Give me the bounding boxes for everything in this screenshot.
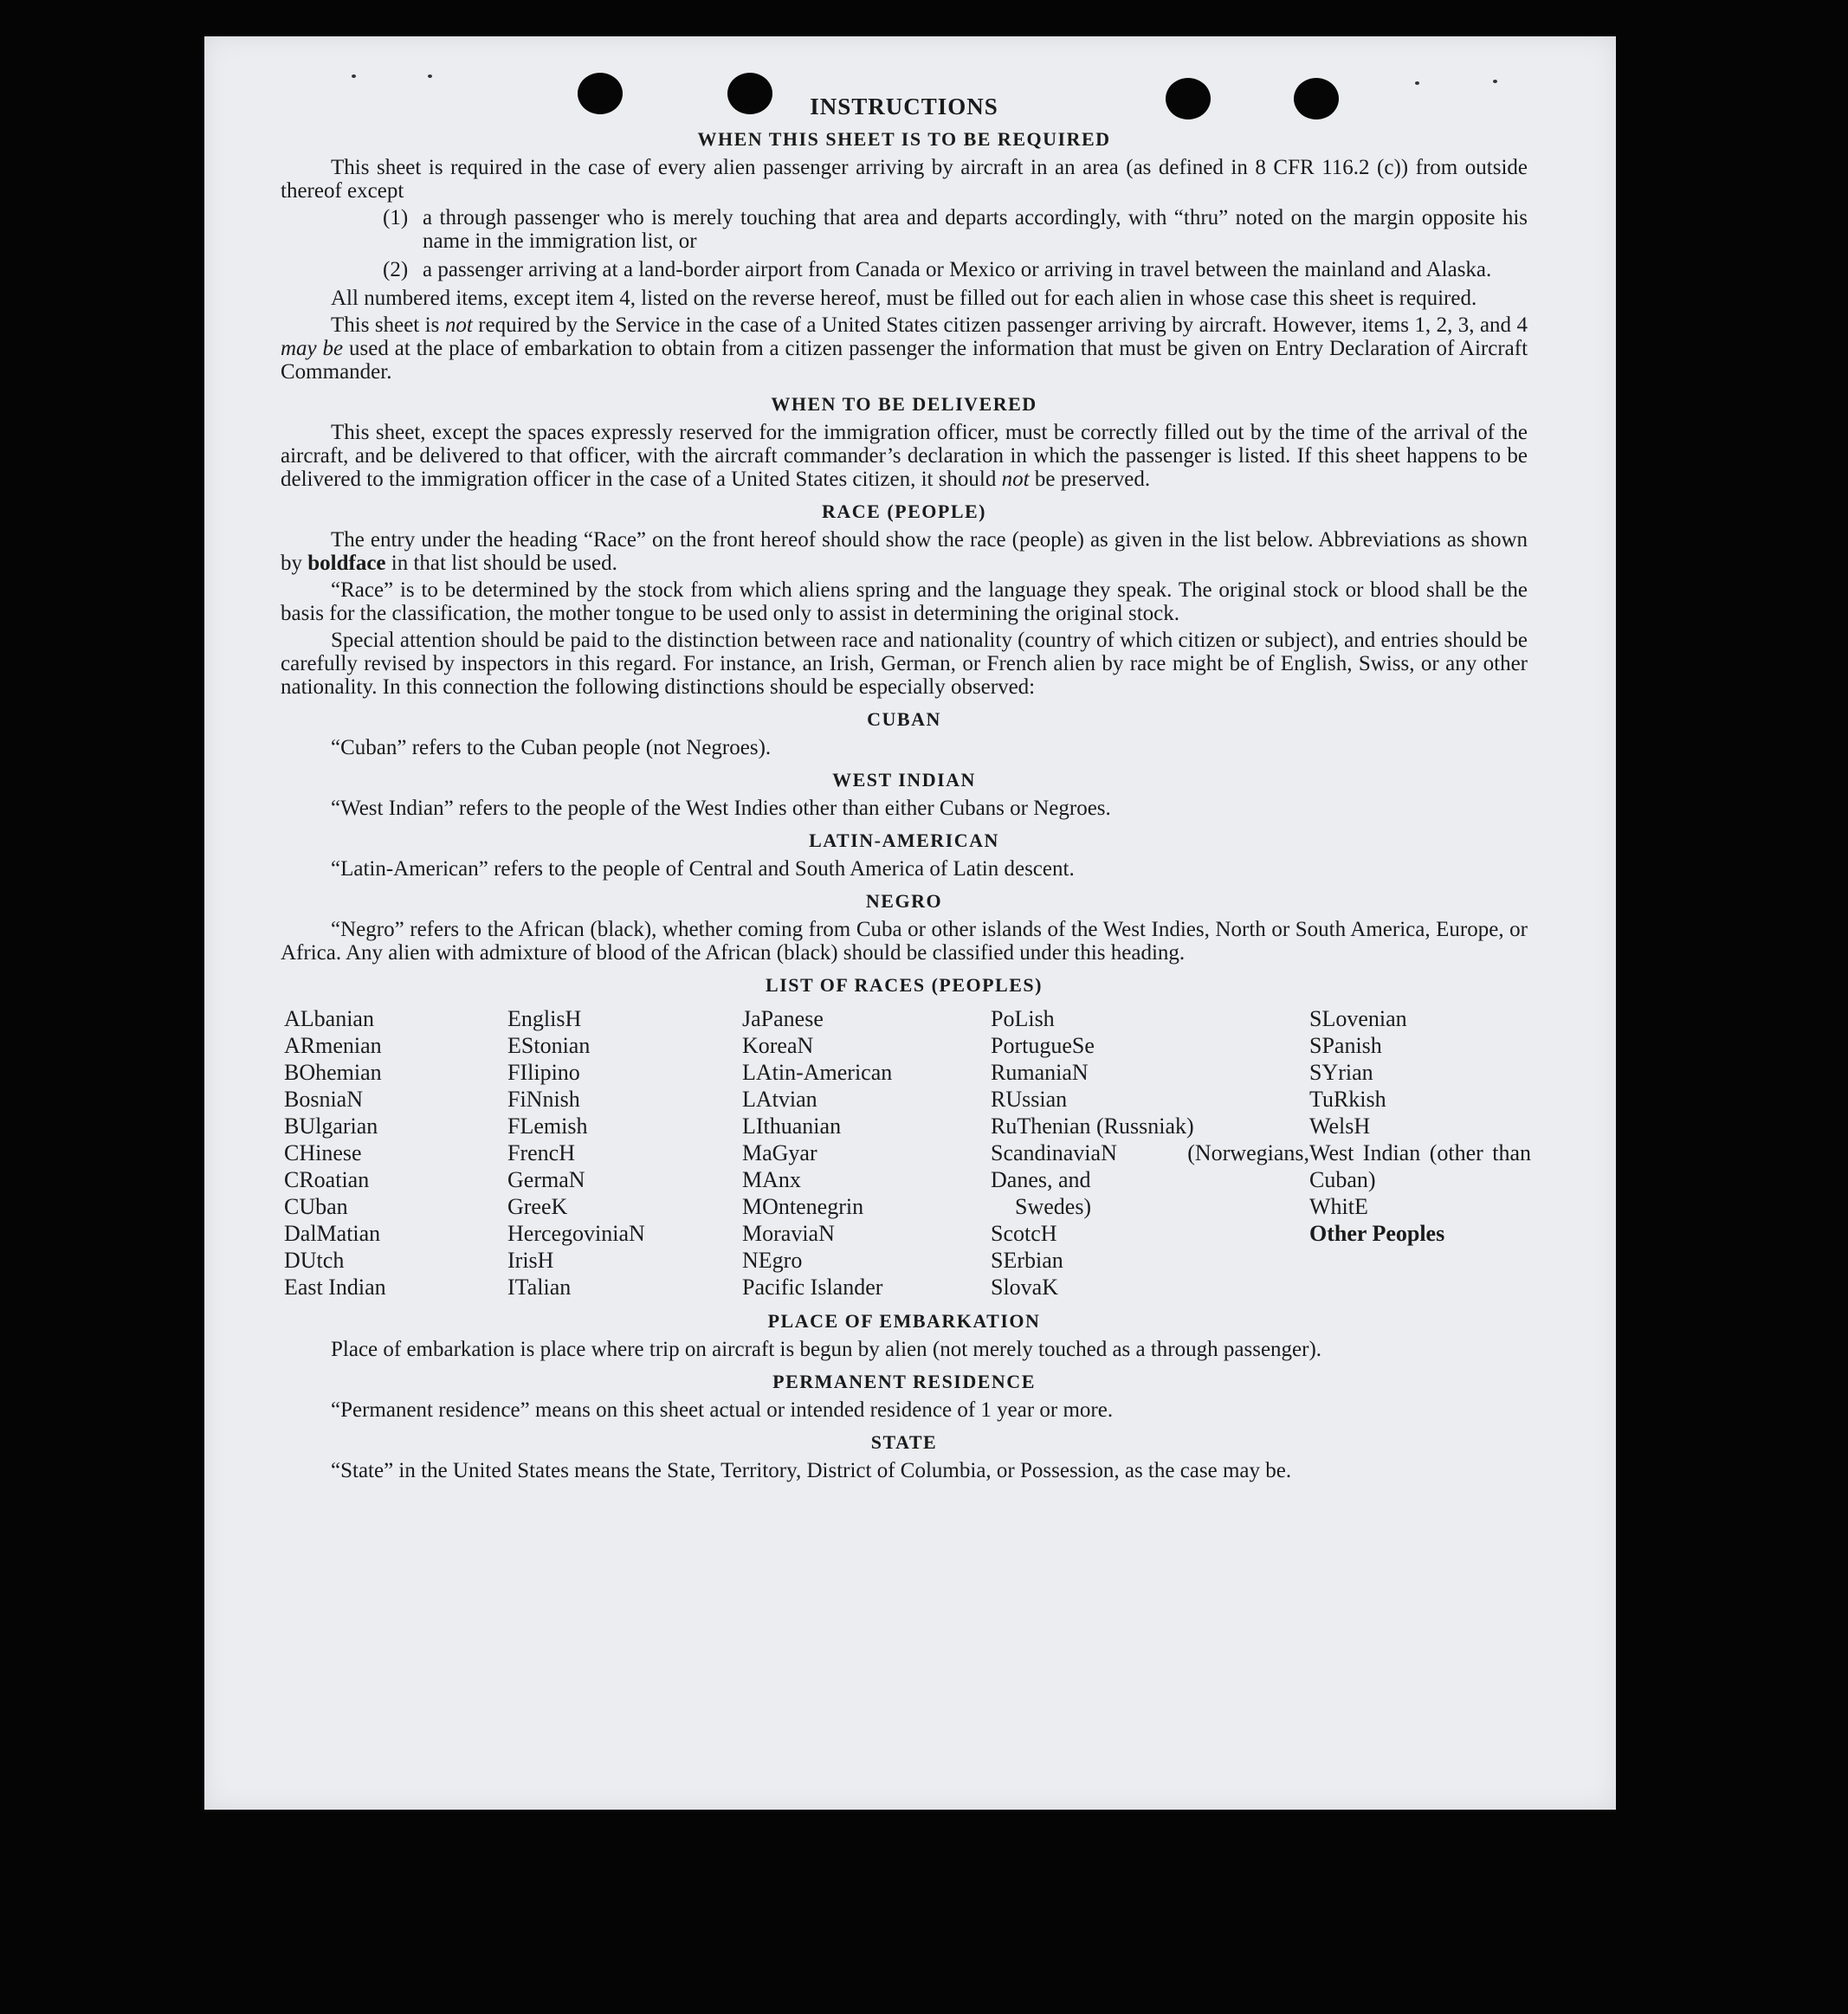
section-heading: NEGRO [865,890,943,912]
races-column: ALbanian ARmenian BOhemian BosniaN BUlgarian CHinese CRoatian CUban DalMatian DUtch East Indian [284,1006,386,1300]
list-item: (1) a through passenger who is merely touching that area and departs accordingly, with “thru” noted on the margin opposite his name in the immigration list, or [383,206,1528,253]
section-heading: LATIN-AMERICAN [809,829,999,851]
section-heading: PERMANENT RESIDENCE [772,1371,1036,1392]
races-column: EnglisH EStonian FIlipino FiNnish FLemish FrencH GermaN GreeK HercegoviniaN IrisH ITalian [507,1006,645,1300]
section-heading: LIST OF RACES (PEOPLES) [766,974,1043,996]
paragraph: The entry under the heading “Race” on the front hereof should show the race (people) as given in the list below. Abbreviations as shown by boldface in that list should be used. [281,528,1528,575]
paragraph: “Race” is to be determined by the stock from which aliens spring and the language they speak. The original stock or blood shall be the basis for the classification, the mother tongue to be used only to assist in determining the original stock. [281,578,1528,625]
section-heading: WHEN THIS SHEET IS TO BE REQUIRED [697,128,1111,150]
paragraph: This sheet is required in the case of every alien passenger arriving by aircraft in an area (as defined in 8 CFR 116.2 (c)) from outside thereof except [281,156,1528,203]
races-column: SLovenian SPanish SYrian TuRkish WelsH West Indian (other than Cuban) WhitE Other Peoples [1309,1006,1531,1246]
paragraph: “State” in the United States means the State, Territory, District of Columbia, or Possession, as the case may be. [331,1459,1292,1482]
speck [352,74,356,78]
document-page [204,36,1616,1810]
paragraph: “Negro” refers to the African (black), whether coming from Cuba or other islands of the West Indies, North or South America, Europe, or Africa. Any alien with admixture of blood of the African (black) should be classified under this heading. [281,918,1528,965]
paragraph: This sheet, except the spaces expressly reserved for the immigration officer, must be correctly filled out by the time of the arrival of the aircraft, and be delivered to that officer, with the aircraft commander’s declaration in which the passenger is listed. If this sheet happens to be delivered to the immigration officer in the case of a United States citizen, it should not be preserved. [281,421,1528,491]
section-heading: PLACE OF EMBARKATION [767,1310,1041,1332]
paragraph: Special attention should be paid to the distinction between race and nationality (country of which citizen or subject), and entries should be carefully revised by inspectors in this regard. For instance, an Irish, German, or French alien by race might be of English, Swiss, or any other nationality. In this connection the following distinctions should be especially observed: [281,629,1528,699]
races-list [284,1005,1531,1301]
instructions-text [281,94,1531,1486]
races-column: PoLish PortugueSe RumaniaN RUssian RuThenian (Russniak) ScandinaviaN (Norwegians, Danes, and Swedes) ScotcH SErbian SlovaK [991,1006,1309,1300]
section-heading: WHEN TO BE DELIVERED [771,393,1037,415]
list-item: (2) a passenger arriving at a land-border airport from Canada or Mexico or arriving in travel between the mainland and Alaska. [383,258,1492,281]
paragraph: “Latin-American” refers to the people of Central and South America of Latin descent. [331,857,1075,881]
paragraph: “Cuban” refers to the Cuban people (not Negroes). [331,736,772,759]
paragraph: Place of embarkation is place where trip on aircraft is begun by alien (not merely touched as a through passenger). [331,1338,1322,1361]
section-heading: CUBAN [867,708,941,730]
races-column: JaPanese KoreaN LAtin-American LAtvian LIthuanian MaGyar MAnx MOntenegrin MoraviaN NEgro Pacific Islander [742,1006,893,1300]
speck [1493,80,1497,83]
paragraph: “Permanent residence” means on this sheet actual or intended residence of 1 year or more. [331,1398,1114,1422]
speck [428,74,432,78]
section-heading: RACE (PEOPLE) [822,500,986,522]
page-title: INSTRUCTIONS [810,94,998,119]
paragraph: This sheet is not required by the Service in the case of a United States citizen passenger arriving by aircraft. However, items 1, 2, 3, and 4 may be used at the place of embarkation to obtain from a citizen passenger the information that must be given on Entry Declaration of Aircraft Commander. [281,313,1528,384]
paragraph: All numbered items, except item 4, listed on the reverse hereof, must be filled out for each alien in whose case this sheet is required. [331,287,1477,310]
speck [1415,81,1419,85]
paragraph: “West Indian” refers to the people of the West Indies other than either Cubans or Negroes. [331,797,1111,820]
section-heading: WEST INDIAN [832,769,976,791]
section-heading: STATE [870,1431,938,1453]
